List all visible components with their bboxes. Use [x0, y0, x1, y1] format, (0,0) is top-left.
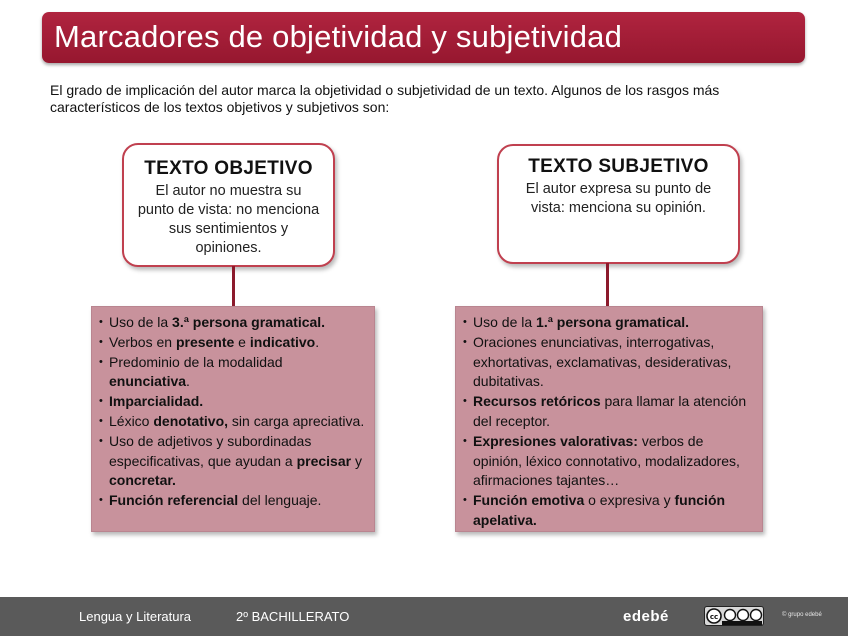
- list-item-text: e: [234, 333, 250, 350]
- list-item: [99, 333, 366, 353]
- subjective-heading: TEXTO SUBJETIVO: [528, 156, 709, 177]
- subjective-description: El autor expresa su punto de vista: menciona su opinión.: [525, 181, 712, 216]
- footer-subject: Lengua y Literatura: [79, 609, 192, 624]
- list-item-text: Uso de adjetivos y subordinadas especificativas, que ayudan a: [109, 432, 312, 469]
- footer-bar: [0, 597, 848, 636]
- footer-copyright: © grupo edebé: [782, 612, 822, 618]
- list-item-bold: Imparcialidad.: [109, 393, 204, 410]
- list-item-bold: Función emotiva: [473, 492, 585, 509]
- intro-text: El grado de implicación del autor marca la objetividad o subjetividad de un texto. Algunos de los rasgos más característicos de los textos objetivos y subjetivos son:: [50, 82, 720, 115]
- list-item-text: .: [186, 373, 190, 390]
- list-item: [99, 432, 366, 491]
- list-item-bold: Expresiones valorativas:: [473, 432, 638, 449]
- list-item-bold: 3.ª persona gramatical.: [172, 314, 326, 330]
- page-title: Marcadores de objetividad y subjetividad: [54, 19, 623, 54]
- list-item-bold: 1.ª persona gramatical.: [536, 314, 690, 330]
- objective-connector: [232, 266, 235, 306]
- objective-heading-box: [122, 143, 335, 267]
- list-item-bold: concretar.: [109, 472, 176, 489]
- list-item: [463, 491, 756, 531]
- footer-level: 2º BACHILLERATO: [236, 609, 350, 624]
- objective-heading: TEXTO OBJETIVO: [144, 158, 313, 179]
- objective-list: [99, 313, 366, 511]
- list-item-text: Predominio de la modalidad: [109, 353, 283, 370]
- objective-list-box: [91, 306, 375, 532]
- list-item-bold: Función referencial: [109, 492, 239, 509]
- list-item: [463, 392, 756, 432]
- list-item-bold: función apelativa.: [473, 492, 726, 528]
- subjective-list-box: [455, 306, 763, 532]
- cc-by-nc-sa-icon: [704, 606, 764, 626]
- list-item-text: Uso de la: [473, 314, 537, 330]
- list-item: [463, 313, 756, 333]
- list-item-text: y: [351, 452, 362, 469]
- subjective-heading-box: [497, 144, 740, 264]
- list-item: [463, 432, 756, 491]
- list-item-text: o expresiva y: [584, 492, 675, 509]
- list-item-text: Léxico: [109, 412, 154, 429]
- list-item: [99, 491, 366, 511]
- list-item-text: Uso de la: [109, 314, 173, 330]
- list-item-text: para llamar la atención del receptor.: [473, 393, 747, 429]
- list-item-bold: presente: [175, 333, 235, 350]
- title-bar: [42, 12, 805, 63]
- list-item-bold: indicativo: [249, 333, 316, 350]
- list-item-bold: enunciativa: [109, 373, 187, 390]
- subjective-list: [463, 313, 756, 531]
- list-item-bold: Recursos retóricos: [473, 393, 601, 410]
- subjective-connector: [606, 263, 609, 307]
- svg-text:cc: cc: [709, 613, 719, 621]
- publisher-logo: edebé: [623, 608, 669, 625]
- list-item: [99, 412, 366, 432]
- list-item: [99, 353, 366, 393]
- list-item-text: .: [315, 333, 320, 350]
- list-item-text: sin carga apreciativa.: [228, 412, 365, 429]
- list-item: [99, 392, 366, 412]
- objective-description: El autor no muestra su punto de vista: no menciona sus sentimientos y opiniones.: [137, 183, 320, 256]
- list-item-text: Oraciones enunciativas, interrogativas, exhortativas, exclamativas, desiderativas, dubitativas.: [473, 333, 732, 390]
- list-item: [463, 333, 756, 392]
- list-item-text: Verbos en: [109, 333, 176, 350]
- list-item-bold: precisar: [296, 452, 352, 469]
- list-item: [99, 313, 366, 333]
- list-item-text: del lenguaje.: [238, 492, 322, 509]
- list-item-text: verbos de opinión, léxico connotativo, modalizadores, afirmaciones tajantes…: [473, 432, 740, 489]
- list-item-bold: denotativo,: [153, 412, 229, 429]
